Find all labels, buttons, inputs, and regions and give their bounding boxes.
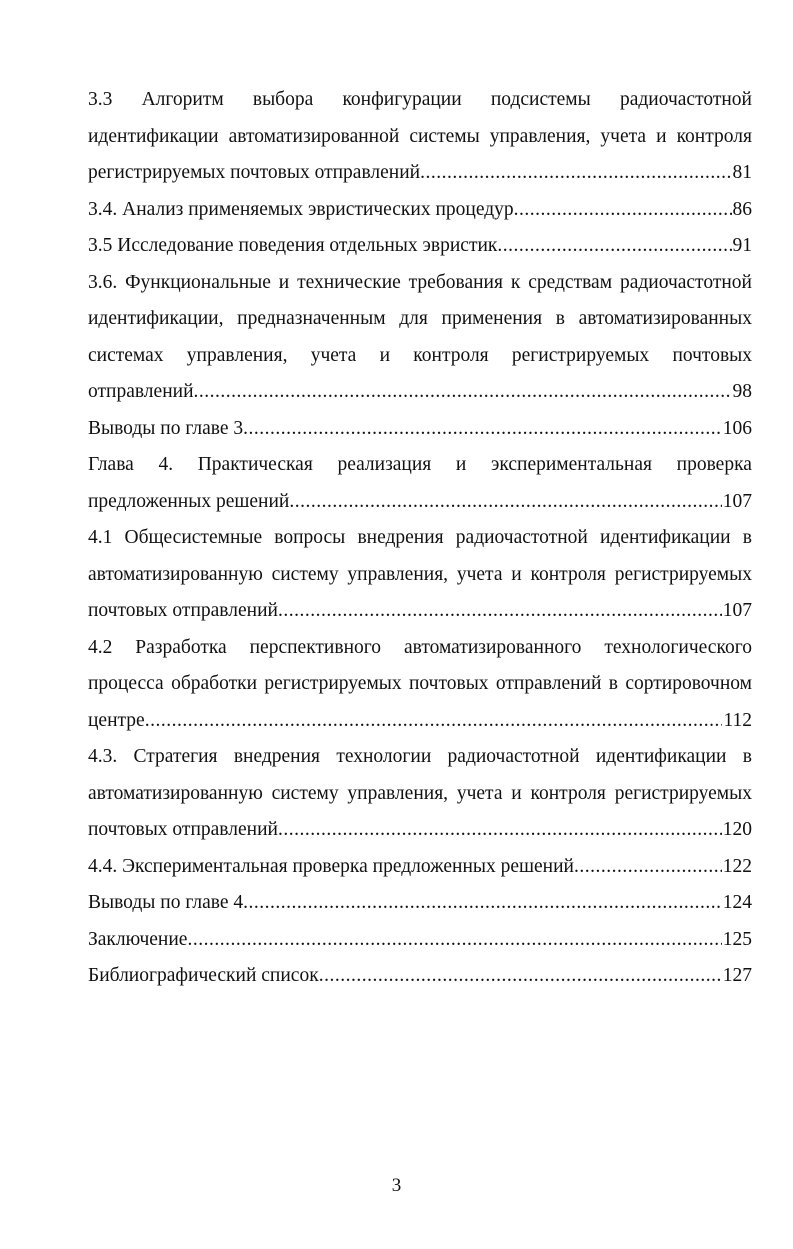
toc-entry-last-line: [88, 922, 752, 959]
toc-word: радиочастотной: [619, 271, 752, 293]
toc-entry-line: [88, 119, 752, 156]
dot-leader: [574, 849, 722, 886]
toc-entry: [88, 192, 752, 229]
toc-entry-title: Библиографический список: [88, 965, 319, 986]
toc-entry-line: [88, 739, 752, 776]
toc-word: почтовых: [672, 344, 752, 366]
toc-entry-line: [88, 265, 752, 302]
toc-entry-last-line: [88, 411, 752, 448]
toc-word: регистрируемых: [264, 673, 402, 694]
toc-entry: [88, 520, 752, 630]
toc-word: учета: [456, 563, 503, 585]
toc-word: экспериментальная: [491, 454, 652, 475]
toc-word: контроля: [530, 782, 606, 804]
dot-leader: [187, 922, 721, 959]
toc-word: средствам: [528, 271, 613, 293]
toc-entry: [88, 922, 752, 959]
toc-word: технические: [297, 271, 401, 293]
toc-word: в: [555, 308, 565, 329]
toc-entry-last-line: [88, 192, 752, 229]
toc-word: регистрируемых: [614, 782, 752, 804]
toc-entry-title: Выводы по главе 4: [88, 892, 244, 913]
toc-entry: [88, 739, 752, 849]
toc-entry-last-line: [88, 885, 752, 922]
toc-entry: [88, 885, 752, 922]
toc-entry: [88, 411, 752, 448]
dot-leader: [145, 703, 723, 740]
toc-word: регистрируемых: [511, 344, 650, 366]
toc-word: к: [510, 271, 521, 293]
toc-word: Общесистемные: [124, 527, 263, 548]
toc-page-number: 124: [722, 892, 752, 913]
toc-entry-line: [88, 776, 752, 813]
toc-word: технологического: [604, 636, 752, 658]
toc-entry-title: почтовых отправлений: [88, 600, 278, 621]
toc-word: управления,: [347, 563, 449, 585]
dot-leader: [278, 593, 722, 630]
toc-word: идентификации: [599, 527, 731, 548]
toc-word: радиочастотной: [619, 89, 752, 110]
toc-entry: [88, 228, 752, 265]
toc-entry-line: [88, 301, 752, 338]
toc-entry-title: почтовых отправлений: [88, 819, 278, 840]
toc-word: учета: [310, 344, 357, 366]
toc-word: применения: [441, 308, 543, 329]
toc-word: вопросы: [274, 527, 346, 548]
toc-page-number: 81: [732, 162, 752, 183]
toc-page-number: 112: [723, 709, 752, 731]
toc-word: регистрируемых: [614, 563, 752, 585]
toc-word: Глава: [88, 454, 134, 475]
toc-entry-last-line: [88, 703, 752, 740]
dot-leader: [278, 812, 722, 849]
table-of-contents: [88, 82, 752, 995]
toc-word: системах: [88, 344, 164, 366]
toc-word: в: [608, 673, 618, 694]
toc-word: идентификации,: [88, 308, 224, 329]
toc-word: систему: [271, 563, 339, 585]
toc-entry: [88, 265, 752, 411]
toc-entry-line: [88, 447, 752, 484]
toc-page-number: 127: [722, 965, 752, 986]
toc-word: идентификации: [595, 746, 727, 767]
toc-entry-last-line: [88, 958, 752, 995]
toc-entry-last-line: [88, 593, 752, 630]
toc-word: учета: [600, 125, 647, 147]
toc-word: отправлений: [495, 673, 602, 694]
toc-word: предназначенным: [237, 308, 386, 329]
toc-word: управления,: [489, 125, 591, 147]
toc-word: почтовых: [409, 673, 489, 694]
toc-word: 4.2: [88, 636, 113, 658]
toc-word: системы: [409, 125, 480, 147]
toc-word: контроля: [413, 344, 489, 366]
dot-leader: [194, 374, 732, 411]
toc-word: конфигурации: [342, 89, 462, 110]
toc-word: 4.3.: [88, 746, 118, 767]
toc-word: 4.1: [88, 527, 113, 548]
toc-word: контроля: [676, 125, 752, 147]
toc-word: в: [742, 746, 752, 767]
toc-entry-last-line: [88, 812, 752, 849]
toc-word: автоматизированных: [578, 308, 752, 329]
toc-entry: [88, 958, 752, 995]
toc-page-number: 106: [722, 417, 752, 439]
toc-word: управления,: [347, 782, 449, 804]
toc-entry-last-line: [88, 374, 752, 411]
toc-word: требования: [408, 271, 503, 293]
toc-entry-title: регистрируемых почтовых отправлений: [88, 162, 421, 183]
toc-entry-title: предложенных решений: [88, 490, 290, 512]
toc-word: контроля: [530, 563, 606, 585]
toc-entry-title: центре: [88, 709, 145, 731]
dot-leader: [497, 228, 731, 265]
toc-entry-line: [88, 338, 752, 375]
toc-entry: [88, 82, 752, 192]
toc-word: автоматизированной: [228, 125, 400, 147]
toc-page-number: 120: [722, 819, 752, 840]
toc-word: для: [399, 308, 428, 329]
toc-word: учета: [456, 782, 503, 804]
toc-page-number: 122: [722, 855, 752, 877]
toc-entry-title: Выводы по главе 3: [88, 417, 244, 439]
dot-leader: [289, 484, 721, 521]
toc-word: управления,: [186, 344, 288, 366]
toc-entry-last-line: [88, 155, 752, 192]
toc-entry-title: 4.4. Экспериментальная проверка предложенных решений: [88, 855, 574, 877]
toc-word: Функциональные: [125, 271, 271, 293]
toc-entry: [88, 630, 752, 740]
dot-leader: [514, 192, 732, 229]
toc-word: Алгоритм: [141, 89, 224, 110]
toc-word: 3.3: [88, 89, 113, 110]
toc-entry-line: [88, 557, 752, 594]
toc-word: внедрения: [233, 746, 321, 767]
toc-word: автоматизированную: [88, 563, 263, 585]
toc-word: Стратегия: [133, 746, 218, 767]
toc-entry: [88, 447, 752, 520]
toc-word: Практическая: [197, 454, 313, 475]
dot-leader: [243, 885, 722, 922]
toc-word: выбора: [252, 89, 314, 110]
toc-word: в: [742, 527, 752, 548]
toc-entry-last-line: [88, 849, 752, 886]
page-number: 3: [391, 1175, 402, 1196]
toc-word: реализация: [337, 454, 432, 475]
toc-word: радиочастотной: [447, 746, 580, 767]
toc-entry: [88, 849, 752, 886]
toc-word: подсистемы: [490, 89, 591, 110]
toc-entry-title: Заключение: [88, 928, 188, 950]
toc-page-number: 107: [722, 490, 752, 512]
dot-leader: [420, 155, 731, 192]
toc-word: 3.6.: [88, 271, 118, 293]
toc-word: и: [656, 125, 667, 147]
toc-word: внедрения: [357, 527, 444, 548]
toc-word: процесса: [88, 673, 164, 694]
toc-entry-title: отправлений: [88, 381, 194, 402]
toc-word: радиочастотной: [455, 527, 588, 548]
toc-entry-line: [88, 520, 752, 557]
toc-word: и: [511, 563, 522, 585]
toc-word: систему: [271, 782, 339, 804]
toc-entry-title: 3.5 Исследование поведения отдельных эвристик: [88, 235, 498, 256]
dot-leader: [319, 958, 722, 995]
toc-page-number: 91: [732, 235, 752, 256]
toc-word: и: [379, 344, 391, 366]
toc-word: обработки: [171, 673, 257, 694]
toc-entry-title: 3.4. Анализ применяемых эвристических процедур: [88, 198, 514, 220]
toc-page-number: 98: [732, 381, 752, 402]
toc-word: идентификации: [88, 125, 219, 147]
toc-entry-line: [88, 82, 752, 119]
toc-page-number: 86: [732, 198, 752, 220]
toc-word: проверка: [676, 454, 752, 475]
toc-word: и: [455, 454, 467, 475]
toc-word: перспективного: [249, 636, 382, 658]
toc-entry-line: [88, 630, 752, 667]
toc-word: автоматизированного: [403, 636, 582, 658]
toc-word: сортировочном: [625, 673, 752, 694]
toc-entry-line: [88, 666, 752, 703]
toc-word: технологии: [336, 746, 432, 767]
toc-page-number: 107: [722, 600, 752, 621]
toc-entry-last-line: [88, 484, 752, 521]
toc-word: и: [511, 782, 522, 804]
toc-word: 4.: [158, 454, 174, 475]
toc-word: и: [278, 271, 290, 293]
toc-word: Разработка: [135, 636, 227, 658]
dot-leader: [243, 411, 722, 448]
toc-entry-last-line: [88, 228, 752, 265]
toc-word: автоматизированную: [88, 782, 263, 804]
toc-page-number: 125: [722, 928, 752, 950]
